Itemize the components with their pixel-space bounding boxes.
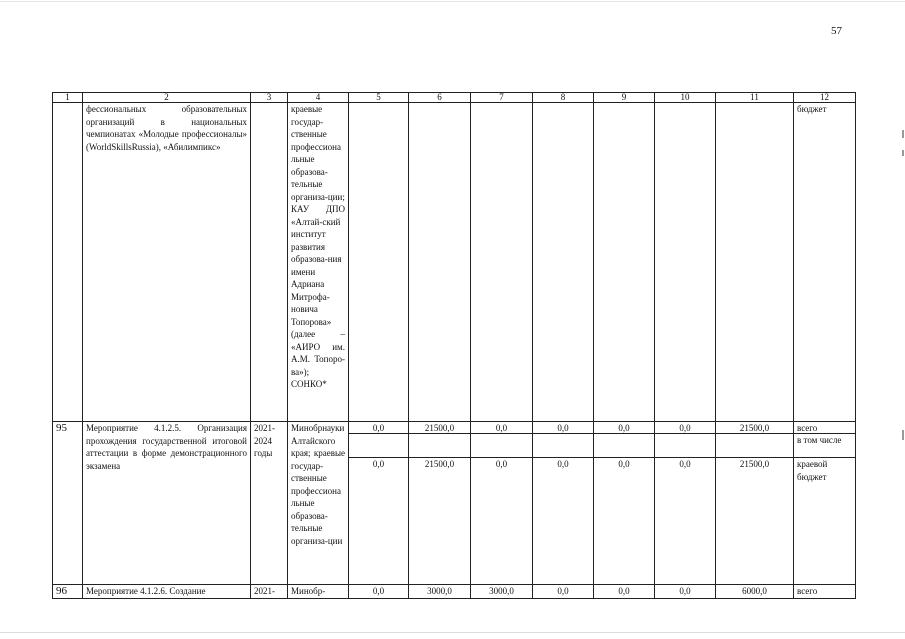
cell-executor: краевые государ-ственные профессиональные образова-тельные организа-ции; КАУ ДПО «Алтай-ский институт развития образова-ния имени Адриана Митрофа-новича Топорова» (далее – «АИРО им. А.М. Топоро-ва»); СОНКО* bbox=[288, 103, 349, 422]
cell-value bbox=[409, 103, 471, 422]
cell-activity: фессиональных образовательных организаций в национальных чемпионатах «Молодые профессионалы» (WorldSkillsRussia), «Абилимпикс» bbox=[83, 103, 251, 422]
table-row-95 bbox=[53, 422, 856, 585]
value-total: 0,0 bbox=[655, 422, 715, 434]
program-table bbox=[52, 92, 856, 599]
cell-value bbox=[655, 103, 716, 422]
value-blank bbox=[409, 434, 470, 458]
scan-bottom-edge bbox=[0, 632, 905, 633]
value-total: 0,0 bbox=[594, 422, 654, 434]
cell-period bbox=[251, 103, 288, 422]
cell-num bbox=[53, 103, 83, 422]
value-regional: 21500,0 bbox=[739, 459, 770, 469]
header-row bbox=[53, 93, 856, 103]
header-cell: 7 bbox=[471, 93, 533, 103]
value-blank bbox=[471, 434, 532, 458]
scan-top-edge bbox=[0, 1, 905, 2]
header-cell: 11 bbox=[716, 93, 794, 103]
cell-value bbox=[533, 103, 594, 422]
cell-value bbox=[349, 422, 409, 585]
cell-value bbox=[655, 422, 716, 585]
cell-value: 0,0 bbox=[655, 585, 716, 599]
value-regional: 0,0 bbox=[618, 459, 630, 469]
cell-source bbox=[794, 422, 856, 585]
value-blank bbox=[533, 434, 593, 458]
cell-num: 96 bbox=[53, 585, 83, 599]
cell-value bbox=[594, 103, 655, 422]
cell-value: 6000,0 bbox=[716, 585, 794, 599]
value-regional: 0,0 bbox=[495, 459, 508, 469]
value-regional: 0,0 bbox=[679, 459, 691, 469]
value-total: 0,0 bbox=[533, 422, 593, 434]
cell-value: 3000,0 bbox=[471, 585, 533, 599]
value-blank bbox=[655, 434, 715, 458]
cell-source: всего bbox=[794, 585, 856, 599]
header-cell: 4 bbox=[288, 93, 349, 103]
value-total: 0,0 bbox=[471, 422, 532, 434]
cell-value: 0,0 bbox=[349, 585, 409, 599]
header-cell: 6 bbox=[409, 93, 471, 103]
value-blank bbox=[594, 434, 654, 458]
cell-value bbox=[409, 422, 471, 585]
cell-activity: Мероприятие 4.1.2.6. Создание bbox=[83, 585, 251, 599]
header-cell: 3 bbox=[251, 93, 288, 103]
header-cell: 1 bbox=[53, 93, 83, 103]
cell-executor: Минобрнауки Алтайского края; краевые государ-ственные профессиональные образова-тельные организа-ции bbox=[288, 422, 349, 585]
cell-value bbox=[716, 103, 794, 422]
cell-value bbox=[471, 103, 533, 422]
source-including: в том числе bbox=[794, 434, 855, 458]
value-total: 0,0 bbox=[349, 422, 408, 434]
header-cell: 12 bbox=[794, 93, 856, 103]
header-cell: 8 bbox=[533, 93, 594, 103]
value-total: 21500,0 bbox=[716, 422, 793, 434]
cell-value: 3000,0 bbox=[409, 585, 471, 599]
scan-artifact-mark bbox=[902, 130, 904, 138]
source-total: всего bbox=[794, 422, 855, 434]
header-cell: 5 bbox=[349, 93, 409, 103]
cell-value bbox=[594, 422, 655, 585]
cell-value bbox=[471, 422, 533, 585]
scan-artifact-mark bbox=[902, 430, 904, 440]
cell-value: 0,0 bbox=[594, 585, 655, 599]
cell-value bbox=[533, 422, 594, 585]
cell-activity: Мероприятие 4.1.2.5. Организация прохождения государственной итоговой аттестации в форме демонстрационного экзамена bbox=[83, 422, 251, 585]
scan-artifact-mark bbox=[902, 150, 904, 156]
value-blank bbox=[349, 434, 408, 458]
value-regional: 0,0 bbox=[372, 459, 385, 469]
header-cell: 2 bbox=[83, 93, 251, 103]
cell-source: бюджет bbox=[794, 103, 856, 422]
value-regional: 0,0 bbox=[557, 459, 569, 469]
value-total: 21500,0 bbox=[409, 422, 470, 434]
cell-value bbox=[716, 422, 794, 585]
cell-num: 95 bbox=[53, 422, 83, 585]
cell-period: 2021-2024 годы bbox=[251, 422, 288, 585]
table-row-96 bbox=[53, 585, 856, 599]
page-number: 57 bbox=[831, 25, 842, 37]
header-cell: 10 bbox=[655, 93, 716, 103]
cell-executor: Минобр- bbox=[288, 585, 349, 599]
table-row-continuation bbox=[53, 103, 856, 422]
header-cell: 9 bbox=[594, 93, 655, 103]
cell-period: 2021- bbox=[251, 585, 288, 599]
cell-value bbox=[349, 103, 409, 422]
source-regional: краевой бюджет bbox=[797, 459, 828, 482]
value-regional: 21500,0 bbox=[424, 459, 455, 469]
value-blank bbox=[716, 434, 793, 458]
cell-value: 0,0 bbox=[533, 585, 594, 599]
